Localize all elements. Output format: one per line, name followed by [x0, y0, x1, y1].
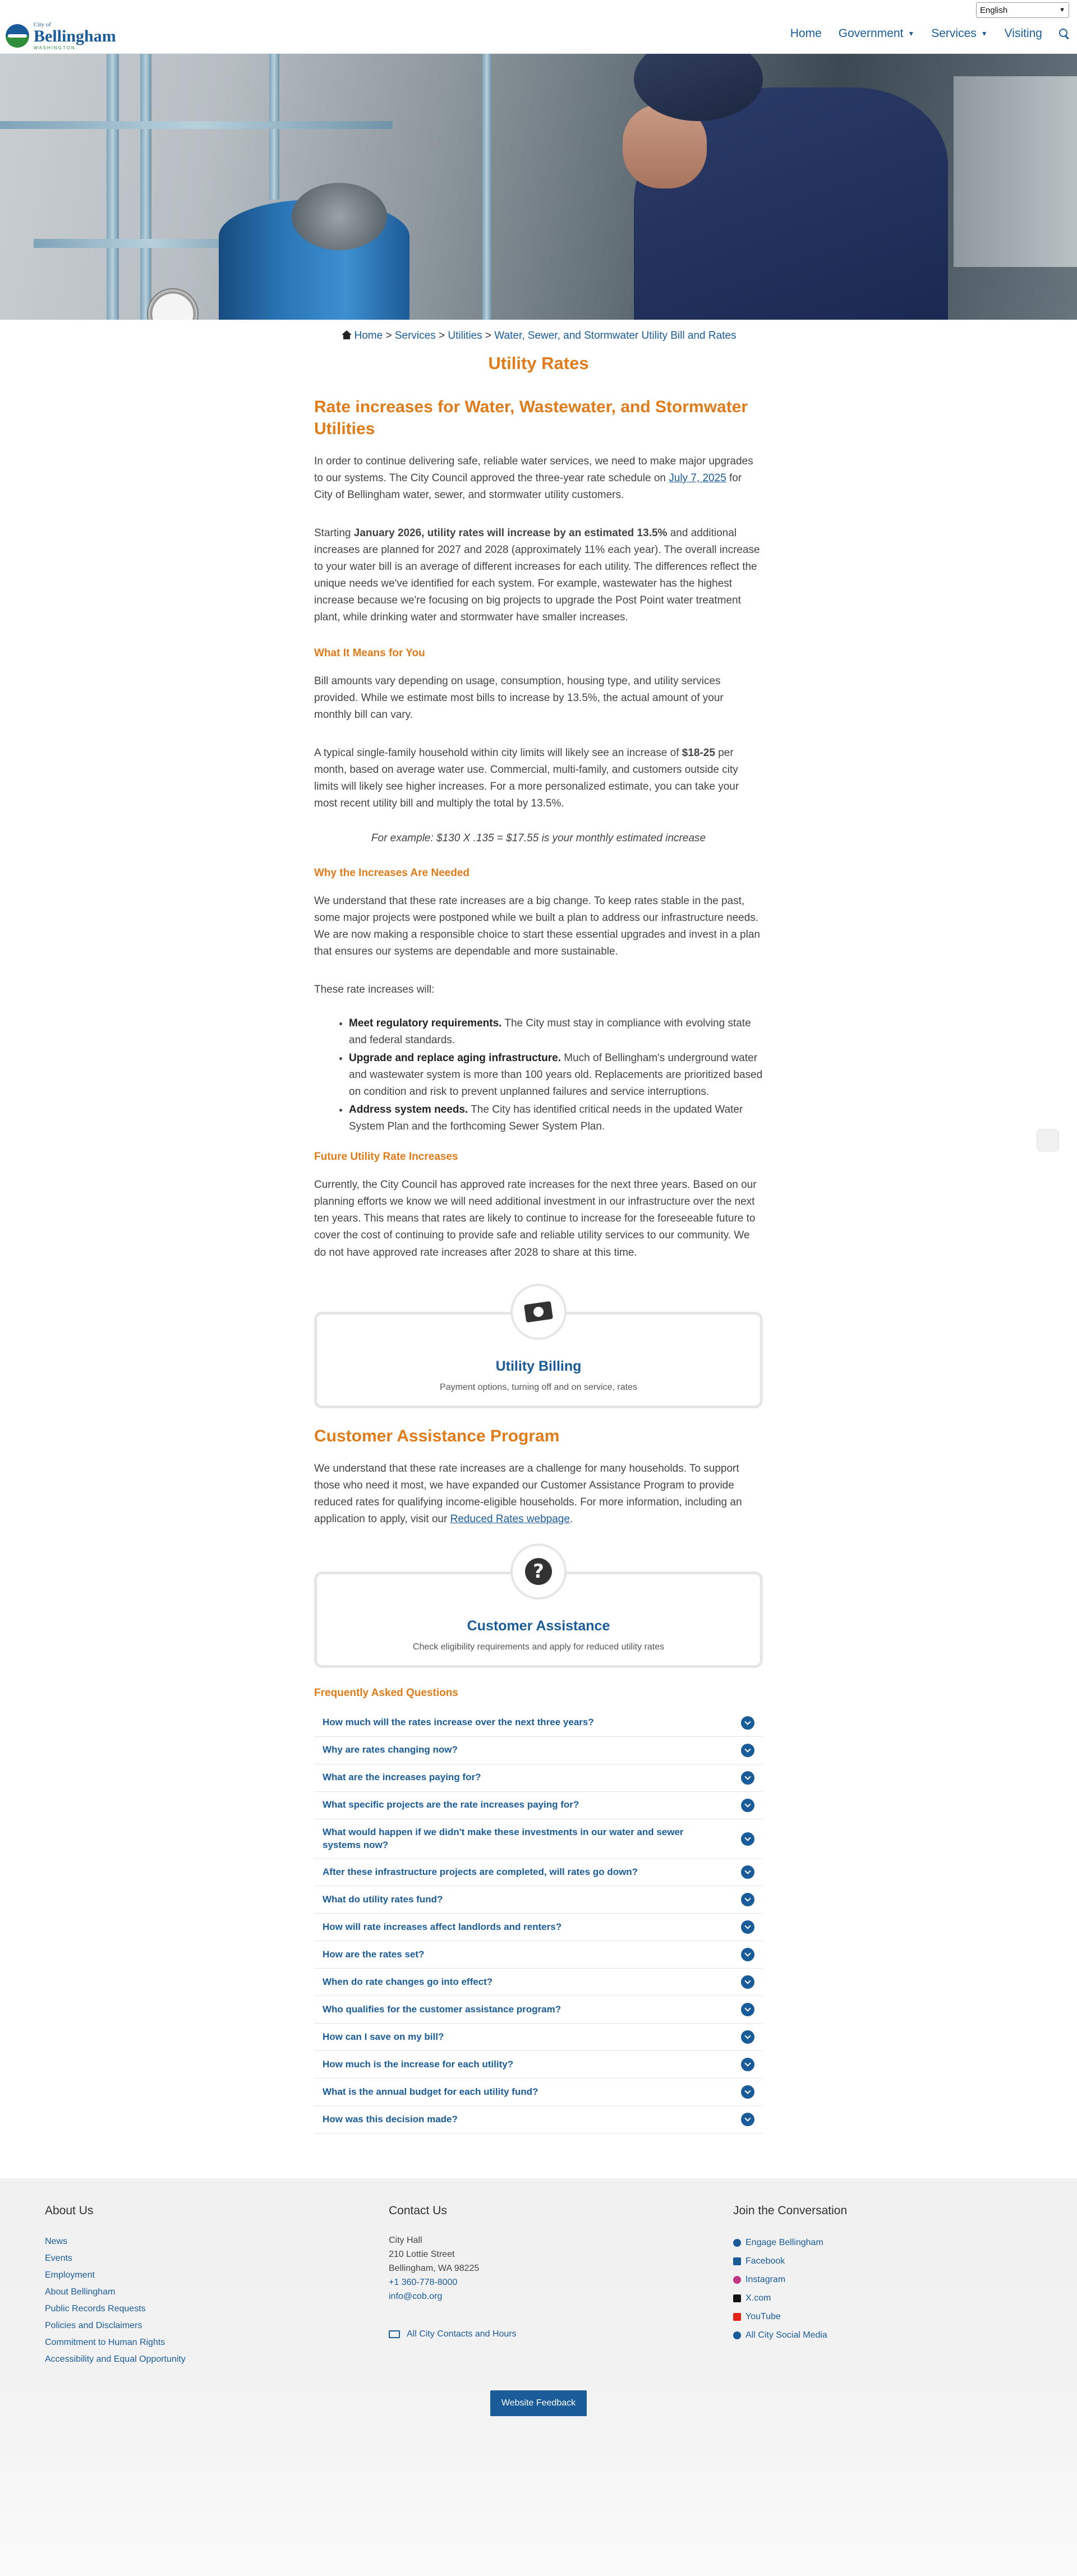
breadcrumb-services[interactable]: Services: [394, 330, 436, 342]
faq-question[interactable]: What do utility rates fund?: [323, 1893, 443, 1905]
hero-pipe: [0, 121, 393, 129]
faq-item[interactable]: [314, 1709, 763, 1737]
footer-social-heading: Join the Conversation: [733, 2204, 848, 2218]
instagram-icon: [733, 2276, 741, 2284]
intro-paragraph: [314, 453, 763, 504]
why-heading: Why the Increases Are Needed: [314, 867, 470, 879]
language-select[interactable]: [976, 2, 1069, 18]
utility-billing-card[interactable]: [314, 1312, 763, 1408]
faq-item[interactable]: [314, 1914, 763, 1941]
logo-big-text: Bellingham: [34, 26, 116, 45]
faq-item[interactable]: [314, 2051, 763, 2079]
faq-question[interactable]: What specific projects are the rate increases paying for?: [323, 1799, 579, 1810]
contacts-card-icon: [389, 2330, 400, 2338]
faq-item[interactable]: [314, 1996, 763, 2024]
faq-question[interactable]: How will rate increases affect landlords and renters?: [323, 1921, 562, 1932]
contact-line: Bellingham, WA 98225: [389, 2264, 480, 2274]
breadcrumb-separator: >: [439, 330, 445, 342]
nav-services[interactable]: [931, 27, 987, 40]
contact-email-link[interactable]: info@cob.org: [389, 2292, 443, 2302]
assistance-text-end: .: [569, 1513, 573, 1525]
social-link[interactable]: [733, 2326, 847, 2344]
main-content: [314, 330, 763, 2133]
question-icon: ?: [525, 1558, 552, 1585]
faq-question[interactable]: What is the annual budget for each utility fund?: [323, 2086, 538, 2097]
social-link-label[interactable]: X.com: [745, 2293, 771, 2303]
faq-heading: Frequently Asked Questions: [314, 1686, 458, 1699]
contact-line: 210 Lottie Street: [389, 2250, 455, 2260]
chevron-down-icon[interactable]: [741, 1799, 754, 1812]
breadcrumb: [314, 330, 763, 342]
chevron-down-icon[interactable]: [741, 1893, 754, 1906]
faq-question[interactable]: After these infrastructure projects are completed, will rates go down?: [323, 1866, 638, 1877]
list-item: [349, 1050, 763, 1100]
chevron-down-icon[interactable]: [741, 2003, 754, 2016]
list-item-text: The City has identified critical needs in the updated Water System Plan and the forthcoming Sewer System Plan.: [349, 1104, 743, 1133]
assistance-text: We understand that these rate increases are a challenge for many households. To support those who need it most, we have expanded our Customer Assistance Program to provide reduced rates for qualifying income-eligible households. For more information, including an application to apply, visit our: [314, 1462, 742, 1525]
hero-tank-top: [292, 183, 387, 250]
chevron-down-icon[interactable]: [741, 1771, 754, 1785]
chevron-down-icon[interactable]: [741, 1716, 754, 1730]
faq-item[interactable]: [314, 2106, 763, 2133]
youtube-icon: [733, 2313, 741, 2321]
faq-accordion: [314, 1709, 763, 2134]
faq-item[interactable]: [314, 1859, 763, 1886]
social-link[interactable]: [733, 2289, 847, 2307]
footer-link[interactable]: Policies and Disclaimers: [45, 2321, 142, 2331]
nav-visiting-label: Visiting: [1004, 27, 1042, 40]
engage-icon: [733, 2239, 741, 2247]
money-icon: [524, 1301, 553, 1322]
faq-question[interactable]: How much will the rates increase over the next three years?: [323, 1717, 594, 1728]
assistance-paragraph: [314, 1460, 763, 1528]
social-link-label[interactable]: Instagram: [745, 2275, 786, 2285]
facebook-icon: [733, 2257, 741, 2265]
faq-item[interactable]: [314, 1792, 763, 1819]
nav-home-label: Home: [790, 27, 822, 40]
chevron-down-icon[interactable]: [741, 1975, 754, 1989]
footer-link[interactable]: News: [45, 2237, 68, 2247]
means-bold: $18-25: [682, 747, 715, 759]
chevron-down-icon[interactable]: [741, 1865, 754, 1879]
social-link[interactable]: [733, 2252, 847, 2270]
social-link[interactable]: [733, 2270, 847, 2289]
footer-social: [733, 2204, 847, 2344]
future-paragraph: Currently, the City Council has approved rate increases for the next three years. Based on our planning efforts we know we will need additional investment in our infrastructure over the next ten years. This means that rates are likely to continue to increase for the foreseeable future to cover the cost of continuing to provide safe and reliable utility services to our community. We do not have approved rate increases after 2028 to share at this time.: [314, 1179, 757, 1259]
card-title[interactable]: Customer Assistance: [467, 1618, 610, 1634]
intro-text-end: for City of Bellingham water, sewer, and stormwater utility customers.: [314, 472, 742, 501]
breadcrumb-home[interactable]: Home: [354, 330, 383, 342]
starting-paragraph: [314, 525, 763, 626]
customer-assistance-card[interactable]: [314, 1560, 763, 1668]
hero-electrical-box: [954, 76, 1077, 267]
nav-visiting[interactable]: [1005, 27, 1042, 40]
social-link-label[interactable]: Engage Bellingham: [745, 2238, 823, 2248]
footer-about-heading: About Us: [45, 2204, 94, 2218]
nav-services-label: Services: [931, 27, 977, 40]
footer-contact: [389, 2204, 517, 2343]
chevron-down-icon[interactable]: [741, 2030, 754, 2044]
starting-text-end: and additional increases are planned for 2027 and 2028 (approximately 11% each year). The overall increase to your water bill is an average of different increases for each utility. The differences reflect the unique needs we've identified for each system. For example, wastewater has the highest increase because we're focusing on big projects to upgrade the Post Point water treatment plant, while drinking water and stormwater have smaller increases.: [314, 527, 760, 624]
faq-item[interactable]: [314, 1764, 763, 1792]
list-item-bold: Address system needs.: [349, 1104, 468, 1116]
card-description: Check eligibility requirements and apply for reduced utility rates: [412, 1642, 665, 1652]
faq-item[interactable]: [314, 1941, 763, 1969]
card-title[interactable]: Utility Billing: [495, 1358, 582, 1374]
footer-link[interactable]: Events: [45, 2254, 72, 2264]
faq-item[interactable]: [314, 1737, 763, 1764]
hero-pipe: [482, 54, 491, 320]
nav-government-label: Government: [838, 27, 904, 40]
contact-phone-link[interactable]: +1 360-778-8000: [389, 2278, 458, 2288]
means-paragraph-1: Bill amounts vary depending on usage, consumption, housing type, and utility services provided. While we estimate most bills to increase by 13.5%, the actual amount of your monthly bill can vary.: [314, 675, 724, 721]
footer-link[interactable]: Public Records Requests: [45, 2304, 146, 2314]
site-header: [0, 0, 1077, 54]
chevron-down-icon[interactable]: [741, 2058, 754, 2071]
footer-link[interactable]: Accessibility and Equal Opportunity: [45, 2354, 186, 2365]
search-icon[interactable]: [1059, 29, 1069, 39]
chevron-down-icon: ▼: [1059, 7, 1065, 13]
chevron-down-icon[interactable]: [741, 2085, 754, 2099]
list-item-text: The City must stay in compliance with evolving state and federal standards.: [349, 1017, 751, 1047]
starting-bold: January 2026, utility rates will increase by an estimated 13.5%: [353, 527, 668, 540]
main-nav: [790, 27, 1069, 40]
faq-item[interactable]: [314, 1969, 763, 1996]
footer-link[interactable]: Employment: [45, 2270, 95, 2280]
site-footer: [0, 2178, 1077, 2576]
faq-question[interactable]: Who qualifies for the customer assistance program?: [323, 2003, 561, 2015]
logo-tag-text: WASHINGTON: [34, 45, 76, 50]
social-link-label[interactable]: Facebook: [745, 2256, 785, 2266]
side-feedback-widget[interactable]: [1037, 1129, 1059, 1151]
faq-question[interactable]: How was this decision made?: [323, 2113, 458, 2125]
what-it-means-heading: What It Means for You: [314, 647, 425, 660]
faq-item[interactable]: [314, 1819, 763, 1859]
chevron-down-icon[interactable]: [741, 1920, 754, 1934]
rate-increases-heading: Rate increases for Water, Wastewater, and Stormwater Utilities: [314, 398, 748, 438]
nav-home[interactable]: [790, 27, 822, 40]
list-item: [349, 1102, 763, 1135]
website-feedback-button[interactable]: Website Feedback: [490, 2390, 587, 2416]
council-date-link[interactable]: July 7, 2025: [669, 472, 726, 485]
logo-small-text: City of: [34, 21, 51, 28]
card-description: Payment options, turning off and on service, rates: [440, 1382, 637, 1392]
city-logo[interactable]: [6, 21, 116, 50]
list-item-bold: Upgrade and replace aging infrastructure.: [349, 1052, 561, 1064]
all-contacts-link[interactable]: All City Contacts and Hours: [407, 2329, 517, 2339]
faq-question[interactable]: What would happen if we didn't make these investments in our water and sewer systems now?: [323, 1826, 684, 1850]
x-icon: [733, 2294, 741, 2302]
faq-question[interactable]: What are the increases paying for?: [323, 1772, 481, 1783]
faq-question[interactable]: How much is the increase for each utility?: [323, 2058, 514, 2070]
hero-gauge: [147, 288, 199, 320]
card-icon-circle: [510, 1543, 567, 1600]
breadcrumb-utilities[interactable]: Utilities: [448, 330, 482, 342]
example-calculation: For example: $130 X .135 = $17.55 is your monthly estimated increase: [371, 832, 706, 845]
hero-image: [0, 54, 1077, 320]
home-icon[interactable]: [341, 330, 352, 339]
social-link-label[interactable]: All City Social Media: [745, 2330, 827, 2340]
faq-question[interactable]: Why are rates changing now?: [323, 1744, 458, 1755]
footer-about-links: [45, 2233, 186, 2368]
breadcrumb-separator: >: [385, 330, 392, 342]
share-icon: [733, 2331, 741, 2339]
footer-contact-heading: Contact Us: [389, 2204, 447, 2218]
list-item: [349, 1015, 763, 1049]
logo-text: [34, 22, 116, 50]
assistance-heading: Customer Assistance Program: [314, 1426, 560, 1445]
means-text: A typical single-family household within city limits will likely see an increase of: [314, 747, 682, 759]
future-heading: Future Utility Rate Increases: [314, 1151, 458, 1163]
list-item-bold: Meet regulatory requirements.: [349, 1017, 502, 1030]
social-link[interactable]: [733, 2233, 847, 2252]
list-item-text: Much of Bellingham's underground water and wastewater system is more than 100 years old. Replacements are prioritized based on condition and risk to prevent unplanned failures and service interruptions.: [349, 1052, 763, 1098]
intro-text: In order to continue delivering safe, reliable water services, we need to make major upgrades to our systems. The City Council approved the three-year rate schedule on: [314, 455, 753, 485]
means-text-end: per month, based on average water use. Commercial, multi-family, and customers outside city limits will likely see higher increases. For a more personalized estimate, you can take your most recent utility bill and multiply the total by 13.5%.: [314, 747, 739, 810]
logo-emblem-icon: [6, 24, 29, 48]
breadcrumb-separator: >: [485, 330, 492, 342]
hero-pipe: [107, 54, 119, 320]
faq-question[interactable]: When do rate changes go into effect?: [323, 1976, 493, 1987]
breadcrumb-current[interactable]: Water, Sewer, and Stormwater Utility Bill and Rates: [494, 330, 737, 342]
hero-pipe: [140, 54, 151, 320]
means-paragraph-2: [314, 745, 763, 812]
caret-down-icon: ▼: [981, 30, 988, 38]
faq-item[interactable]: [314, 2024, 763, 2051]
footer-about: [45, 2204, 186, 2368]
contact-line: City Hall: [389, 2236, 422, 2246]
faq-item[interactable]: [314, 1886, 763, 1914]
card-icon-circle: [510, 1284, 567, 1340]
faq-question[interactable]: How are the rates set?: [323, 1948, 425, 1960]
chevron-down-icon[interactable]: [741, 1948, 754, 1961]
chevron-down-icon[interactable]: [741, 1744, 754, 1757]
why-paragraph-1: We understand that these rate increases are a big change. To keep rates stable in the past, some major projects were postponed while we built a plan to address our infrastructure needs. We are now making a responsible choice to start these essential upgrades and invest in a plan that ensures our systems are dependable and more sustainable.: [314, 895, 760, 958]
why-paragraph-2: These rate increases will:: [314, 984, 435, 996]
page-title: Utility Rates: [488, 353, 589, 373]
caret-down-icon: ▼: [908, 30, 915, 38]
footer-link[interactable]: Commitment to Human Rights: [45, 2338, 165, 2348]
chevron-down-icon[interactable]: [741, 1832, 754, 1846]
social-link-label[interactable]: YouTube: [745, 2312, 781, 2322]
rate-benefits-list: [314, 1015, 763, 1135]
nav-government[interactable]: [839, 27, 914, 40]
all-contacts-row[interactable]: [389, 2326, 517, 2343]
social-link[interactable]: [733, 2307, 847, 2326]
faq-item[interactable]: [314, 2079, 763, 2106]
reduced-rates-link[interactable]: Reduced Rates webpage: [450, 1513, 570, 1525]
footer-link[interactable]: About Bellingham: [45, 2287, 116, 2297]
starting-text: Starting: [314, 527, 354, 540]
footer-social-links: [733, 2233, 847, 2344]
chevron-down-icon[interactable]: [741, 2113, 754, 2126]
faq-question[interactable]: How can I save on my bill?: [323, 2031, 444, 2042]
language-selected: English: [980, 5, 1008, 15]
